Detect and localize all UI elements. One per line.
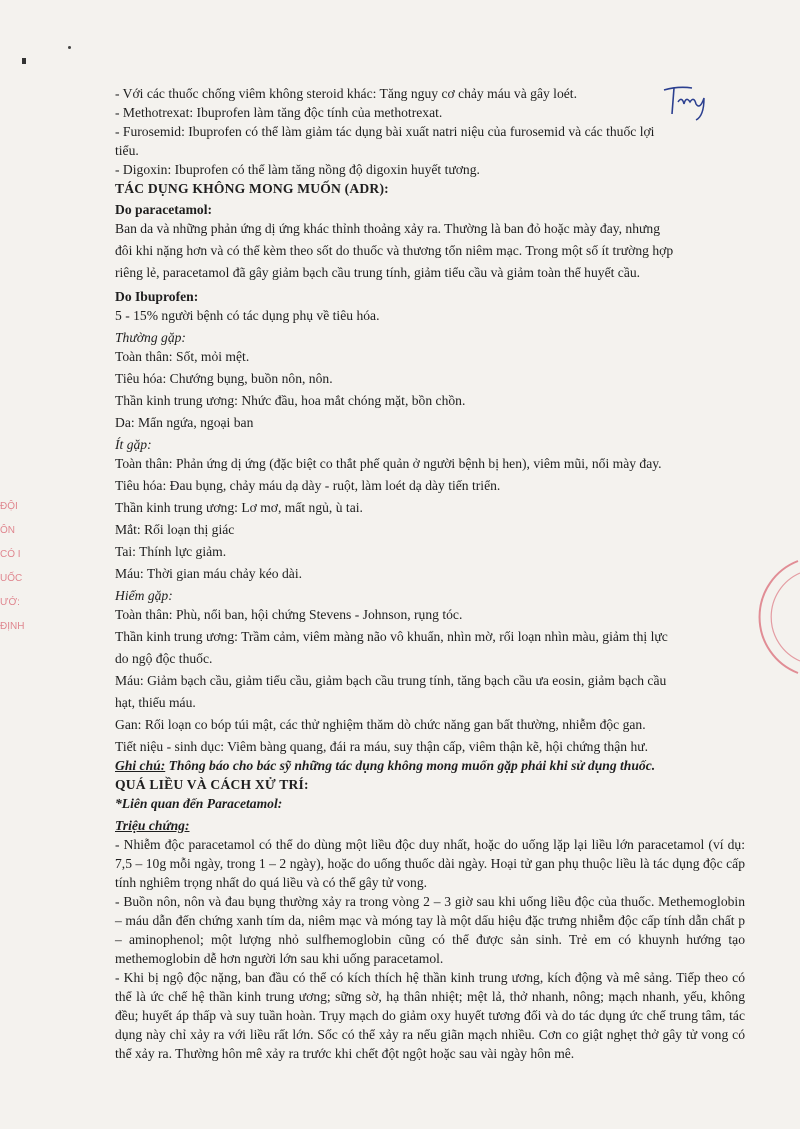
effect-line: Thần kinh trung ương: Nhức đầu, hoa mắt chóng mặt, bồn chồn.	[115, 393, 466, 408]
stamp-text: ĐỘI	[0, 501, 18, 512]
effect-line: Mắt: Rối loạn thị giác	[115, 522, 235, 537]
interaction-furosemid: - Furosemid: Ibuprofen có thể làm giảm tác dụng bài xuất natri niệu của furosemid và các thuốc lợi	[115, 124, 655, 139]
ibuprofen-intro: 5 - 15% người bệnh có tác dụng phụ về tiêu hóa.	[115, 308, 380, 323]
interaction-furosemid-cont: tiểu.	[115, 143, 139, 158]
effect-line: Tiêu hóa: Đau bụng, chảy máu dạ dày - ruột, làm loét dạ dày tiến triển.	[115, 478, 501, 493]
effect-line: Thần kinh trung ương: Lơ mơ, mất ngủ, ù tai.	[115, 500, 363, 515]
effect-line: hạt, thiếu máu.	[115, 695, 196, 710]
subheading-paracetamol: Do paracetamol:	[115, 202, 213, 217]
effect-line: Máu: Thời gian máu chảy kéo dài.	[115, 566, 303, 581]
overdose-subheading: *Liên quan đến Paracetamol:	[115, 796, 283, 811]
effect-line: Gan: Rối loạn co bóp túi mật, các thử nghiệm thăm dò chức năng gan bất thường, nhiễm độc gan.	[115, 717, 646, 732]
symptoms-heading: Triệu chứng:	[115, 818, 190, 833]
effect-line: Tiêu hóa: Chướng bụng, buồn nôn, nôn.	[115, 371, 333, 386]
interaction-methotrexat: - Methotrexat: Ibuprofen làm tăng độc tính của methotrexat.	[115, 105, 443, 120]
stamp-text: ĐỊNH	[0, 621, 25, 632]
symptom-paragraph: - Khi bị ngộ độc nặng, ban đầu có thể có kích thích hệ thần kinh trung ương, kích động và mê sảng. Tiếp theo có thể là ức chế hệ thần kinh trung ương; sững sờ, hạ thân nhiệt; mệt lả, thở nhanh, nông; mạch nhanh, yếu, không đều; huyết áp thấp và suy tuần hoàn. Trụy mạch do giảm oxy huyết tương đối và do tác dụng ức chế trung tâm, tác dụng này chỉ xảy ra với liều rất lớn. Sốc có thể xảy ra nếu giãn mạch nhiều. Cơn co giật nghẹt thở gây tử vong có thể xảy ra. Thường hôn mê xảy ra trước khi chết đột ngột hoặc sau vài ngày hôn mê.	[115, 970, 745, 1061]
frequency-common: Thường gặp:	[115, 330, 186, 345]
section-heading-adr: TÁC DỤNG KHÔNG MONG MUỐN (ADR):	[115, 181, 389, 196]
stamp-text: ÔN	[0, 525, 15, 536]
interaction-nsaid: - Với các thuốc chống viêm không steroid khác: Tăng nguy cơ chảy máu và gây loét.	[115, 86, 577, 101]
frequency-rare: Hiếm gặp:	[115, 588, 173, 603]
stamp-fragment-right	[758, 555, 800, 680]
stamp-text: CÓ I	[0, 549, 21, 560]
scan-dot	[68, 46, 71, 49]
symptom-paragraph: - Nhiễm độc paracetamol có thể do dùng một liều độc duy nhất, hoặc do uống lặp lại liều lớn paracetamol (ví dụ: 7,5 – 10g mỗi ngày, trong 1 – 2 ngày), hoặc do uống thuốc dài ngày. Hoại tử gan phụ thuộc liều là tác dụng độc cấp tính nghiêm trọng nhất do quá liều và có thể gây tử vong.	[115, 837, 745, 890]
effect-line: do ngộ độc thuốc.	[115, 651, 213, 666]
note-line	[115, 756, 745, 775]
effect-line: Da: Mẩn ngứa, ngoại ban	[115, 415, 254, 430]
stamp-text: ƯỚ:	[0, 597, 20, 608]
effect-line: Toàn thân: Phản ứng dị ứng (đặc biệt co thắt phế quản ở người bệnh bị hen), viêm mũi, nổi mày đay.	[115, 456, 662, 471]
interaction-digoxin: - Digoxin: Ibuprofen có thể làm tăng nồng độ digoxin huyết tương.	[115, 162, 480, 177]
paracetamol-text: Ban da và những phản ứng dị ứng khác thỉnh thoảng xảy ra. Thường là ban đỏ hoặc mày đay, nhưng	[115, 221, 660, 236]
scan-mark	[22, 58, 26, 64]
document-body	[115, 84, 745, 1063]
subheading-ibuprofen: Do Ibuprofen:	[115, 289, 199, 304]
section-heading-overdose: QUÁ LIỀU VÀ CÁCH XỬ TRÍ:	[115, 777, 309, 792]
effect-line: Máu: Giảm bạch cầu, giảm tiểu cầu, giảm bạch cầu trung tính, tăng bạch cầu ưa eosin, giảm bạch cầu	[115, 673, 667, 688]
note-label: Ghi chú:	[115, 758, 166, 773]
effect-line: Toàn thân: Sốt, mỏi mệt.	[115, 349, 250, 364]
frequency-uncommon: Ít gặp:	[115, 437, 152, 452]
effect-line: Tiết niệu - sinh dục: Viêm bàng quang, đái ra máu, suy thận cấp, viêm thận kẽ, hội chứng thận hư.	[115, 739, 649, 754]
stamp-text: UỐC	[0, 573, 23, 584]
effect-line: Toàn thân: Phù, nổi ban, hội chứng Stevens - Johnson, rụng tóc.	[115, 607, 463, 622]
paracetamol-text: riêng lẻ, paracetamol đã gây giảm bạch cầu trung tính, giảm tiểu cầu và giảm toàn thể huyết cầu.	[115, 265, 641, 280]
effect-line: Tai: Thính lực giảm.	[115, 544, 227, 559]
stamp-fragment-left	[0, 495, 40, 630]
symptom-paragraph: - Buồn nôn, nôn và đau bụng thường xảy ra trong vòng 2 – 3 giờ sau khi uống liều độc của thuốc. Methemoglobin – máu dẫn đến chứng xanh tím da, niêm mạc và móng tay là một dấu hiệu đặc trưng nhiễm độc cấp tính dẫn chất p – aminophenol; một lượng nhỏ sulfhemoglobin cũng có thể được sản sinh. Trẻ em có khuynh hướng tạo methemoglobin dễ hơn người lớn sau khi uống paracetamol.	[115, 894, 745, 966]
paracetamol-text: đôi khi nặng hơn và có thể kèm theo sốt do thuốc và thương tổn niêm mạc. Trong một số ít trường hợp	[115, 243, 674, 258]
effect-line: Thần kinh trung ương: Trầm cảm, viêm màng não vô khuẩn, nhìn mờ, rối loạn nhìn màu, giảm thị lực	[115, 629, 668, 644]
note-text: Thông báo cho bác sỹ những tác dụng không mong muốn gặp phải khi sử dụng thuốc.	[165, 758, 656, 773]
